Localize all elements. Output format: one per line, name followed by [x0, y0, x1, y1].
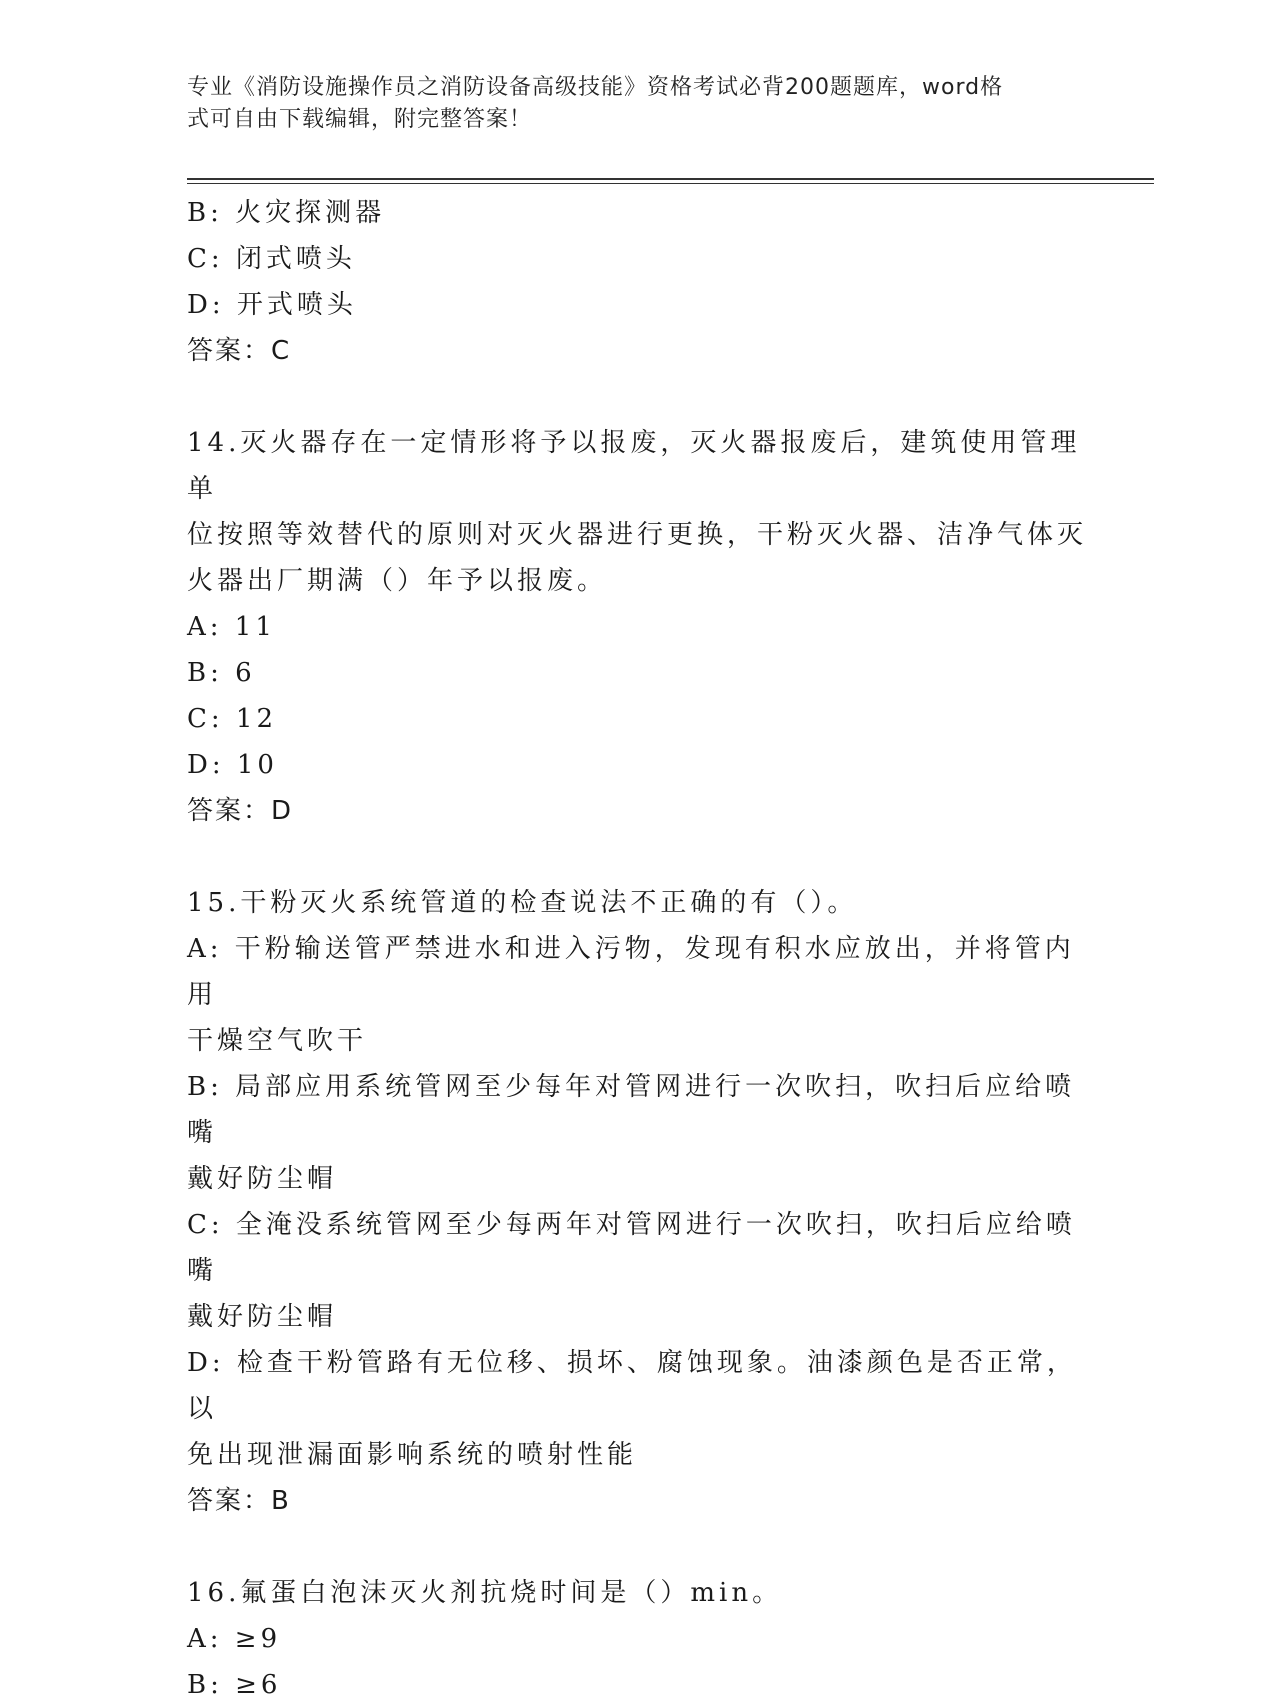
question-content	[187, 190, 1087, 1708]
option-c-continued: 戴好防尘帽	[187, 1302, 338, 1332]
option-c: C: 闭式喷头	[187, 244, 356, 274]
option-b: B: 6	[187, 658, 256, 688]
question-16-stem: 16.氟蛋白泡沫灭火剂抗烧时间是（）min。	[187, 1578, 783, 1608]
answer: 答案：C	[187, 336, 292, 366]
spacer	[187, 374, 1087, 420]
answer: 答案：D	[187, 796, 294, 826]
spacer	[187, 1524, 1087, 1570]
prev-question-block	[187, 190, 1087, 374]
question-16-block	[187, 1570, 1087, 1708]
document-header	[187, 72, 1067, 136]
option-d: D: 开式喷头	[187, 290, 357, 320]
question-14-block	[187, 420, 1087, 834]
question-15-stem: 15.干粉灭火系统管道的检查说法不正确的有（）。	[187, 888, 858, 918]
question-14-stem-line-1: 14.灭火器存在一定情形将予以报废，灭火器报废后，建筑使用管理单	[187, 428, 1081, 504]
option-a: A: ≥9	[187, 1624, 282, 1654]
option-b: B: ≥6	[187, 1670, 282, 1700]
question-14-stem-line-2: 位按照等效替代的原则对灭火器进行更换，干粉灭火器、洁净气体灭	[187, 520, 1088, 550]
header-divider-thin	[187, 183, 1154, 184]
option-a: A: 干粉输送管严禁进水和进入污物，发现有积水应放出，并将管内用	[187, 934, 1075, 1010]
header-divider-thick	[187, 178, 1154, 180]
option-a: A: 11	[187, 612, 276, 642]
header-title-line-2: 式可自由下载编辑，附完整答案！	[187, 107, 533, 132]
option-b: B: 火灾探测器	[187, 198, 386, 228]
option-d: D: 10	[187, 750, 278, 780]
option-d: D: 检查干粉管路有无位移、损坏、腐蚀现象。油漆颜色是否正常，以	[187, 1348, 1077, 1424]
question-15-block	[187, 880, 1087, 1524]
answer: 答案：B	[187, 1486, 291, 1516]
option-a-continued: 干燥空气吹干	[187, 1026, 368, 1056]
header-title-line-1: 专业《消防设施操作员之消防设备高级技能》资格考试必背200题题库，word格	[187, 75, 1004, 100]
option-c: C: 全淹没系统管网至少每两年对管网进行一次吹扫，吹扫后应给喷嘴	[187, 1210, 1076, 1286]
question-14-stem-line-3: 火器出厂期满（）年予以报废。	[187, 566, 608, 596]
option-b: B: 局部应用系统管网至少每年对管网进行一次吹扫，吹扫后应给喷嘴	[187, 1072, 1076, 1148]
spacer	[187, 834, 1087, 880]
option-d-continued: 免出现泄漏面影响系统的喷射性能	[187, 1440, 638, 1470]
option-b-continued: 戴好防尘帽	[187, 1164, 338, 1194]
option-c: C: 12	[187, 704, 278, 734]
